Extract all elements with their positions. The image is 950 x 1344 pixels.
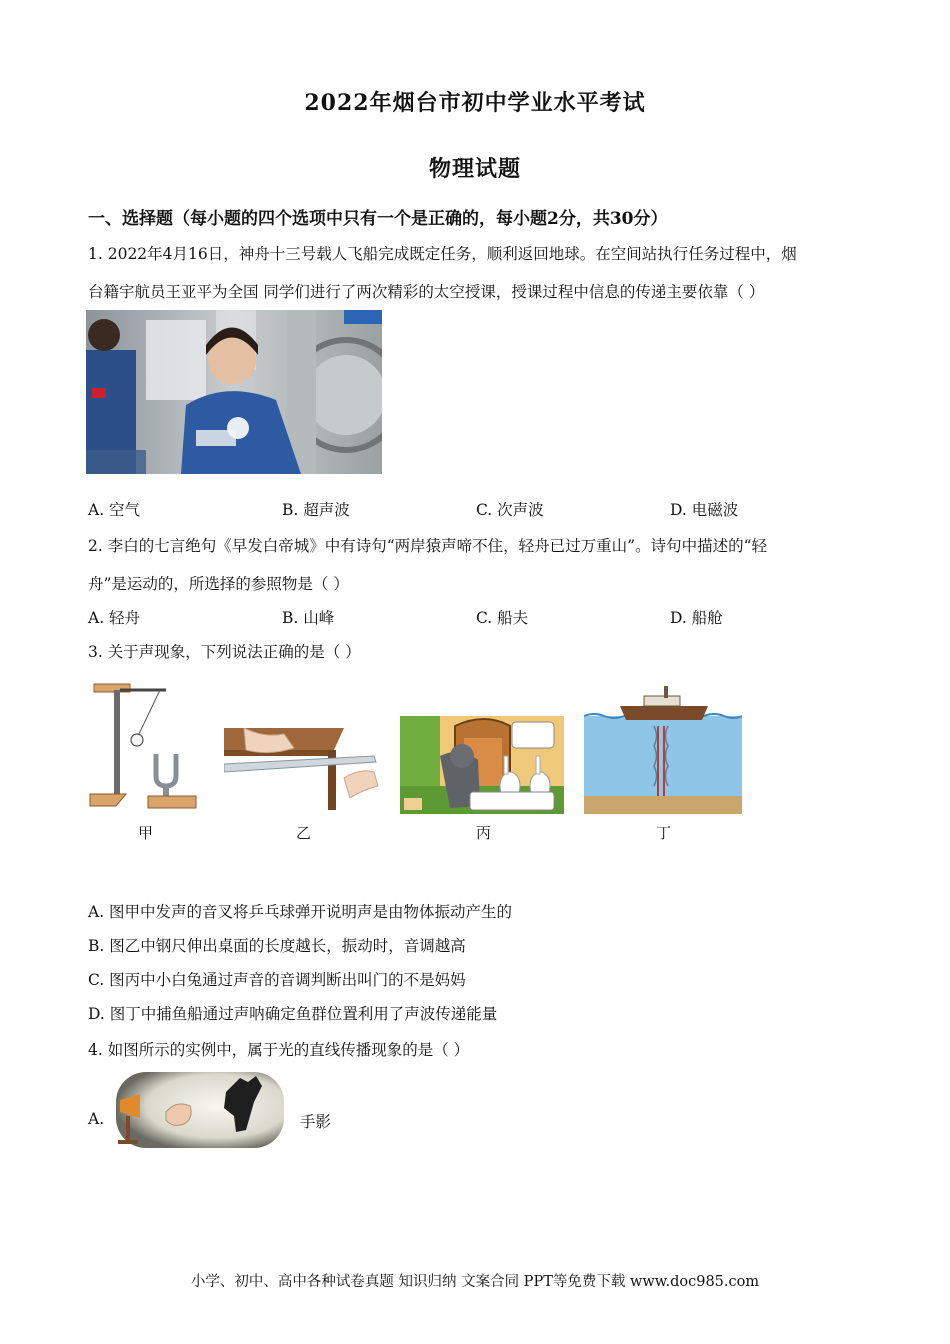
q4-figure-hand-shadow <box>116 1072 284 1148</box>
q3-caption-bing: 丙 <box>476 824 492 842</box>
q2-option-a: A. 轻舟 <box>88 609 141 627</box>
q2-line2: 舟”是运动的，所选择的参照物是（ ） <box>88 575 349 593</box>
q3-figure-bing-cartoon <box>400 716 564 814</box>
q1-line2: 台籍宇航员王亚平为全国 同学们进行了两次精彩的太空授课，授课过程中信息的传递主要依靠（ ） <box>88 283 765 301</box>
q4-option-a-text: 手影 <box>300 1113 332 1131</box>
q3-option-b: B. 图乙中钢尺伸出桌面的长度越长，振动时，音调越高 <box>88 937 466 955</box>
q1-option-d: D. 电磁波 <box>670 501 739 519</box>
q4-line1: 4. 如图所示的实例中，属于光的直线传播现象的是（ ） <box>88 1041 470 1059</box>
q3-option-c: C. 图丙中小白兔通过声音的音调判断出叫门的不是妈妈 <box>88 971 466 989</box>
q1-photo-space-class <box>86 310 382 474</box>
q3-option-a: A. 图甲中发声的音叉将乒乓球弹开说明声是由物体振动产生的 <box>88 903 513 921</box>
q1-option-b: B. 超声波 <box>282 501 350 519</box>
q2-option-b: B. 山峰 <box>282 609 335 627</box>
q3-figure-yi-ruler <box>224 728 384 810</box>
q3-caption-yi: 乙 <box>296 824 312 842</box>
q1-option-a: A. 空气 <box>88 501 141 519</box>
page-footer: 小学、初中、高中各种试卷真题 知识归纳 文案合同 PPT等免费下载 www.doc985.com <box>190 1274 760 1290</box>
page-subtitle: 物理试题 <box>428 156 521 182</box>
q3-line1: 3. 关于声现象，下列说法正确的是（ ） <box>88 643 361 661</box>
section-heading: 一、选择题（每小题的四个选项中只有一个是正确的，每小题2分，共30分） <box>88 209 668 229</box>
q1-option-c: C. 次声波 <box>476 501 544 519</box>
page-title: 2022年烟台市初中学业水平考试 <box>304 90 646 116</box>
q3-caption-jia: 甲 <box>138 824 154 842</box>
q3-figure-jia-tuning-fork <box>86 676 206 816</box>
q2-option-d: D. 船舱 <box>670 609 723 627</box>
q2-option-c: C. 船夫 <box>476 609 529 627</box>
q3-figure-ding-sonar-boat <box>584 686 742 814</box>
q4-option-a-label: A. <box>88 1110 105 1128</box>
q3-caption-ding: 丁 <box>656 824 672 842</box>
q2-line1: 2. 李白的七言绝句《早发白帝城》中有诗句“两岸猿声啼不住，轻舟已过万重山”。诗句中描述的“轻 <box>88 537 767 555</box>
q1-line1: 1. 2022年4月16日，神舟十三号载人飞船完成既定任务，顺利返回地球。在空间站执行任务过程中，烟 <box>88 245 797 263</box>
q3-option-d: D. 图丁中捕鱼船通过声呐确定鱼群位置利用了声波传递能量 <box>88 1005 498 1023</box>
